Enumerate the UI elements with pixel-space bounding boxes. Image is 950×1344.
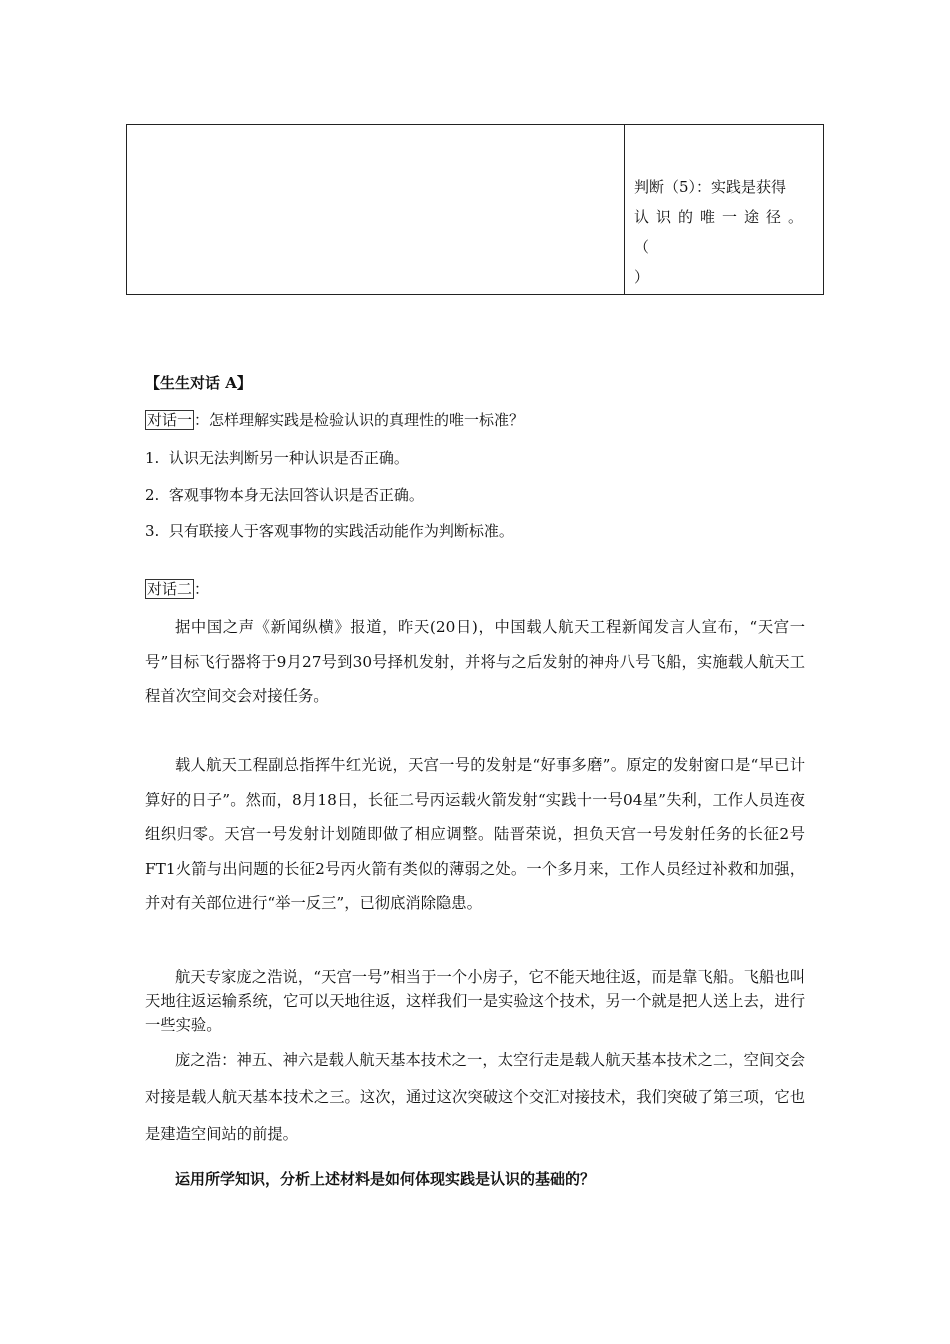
dialogue2-paragraph-4: 庞之浩：神五、神六是载人航天基本技术之一，太空行走是载人航天基本技术之二，空间交会对接是载人航天基本技术之三。这次，通过这次突破这个交汇对接技术，我们突破了第三项，它也是建造空间站的前提。 (145, 1051, 805, 1143)
dialogue1-question: ：怎样理解实践是检验认识的真理性的唯一标准？ (194, 411, 525, 429)
dialogue2-heading (145, 578, 209, 599)
table-divider (624, 125, 625, 294)
dialogue2-suffix: ： (194, 580, 210, 598)
dialogue2-label: 对话二 (147, 580, 193, 598)
dialogue1-label: 对话一 (147, 411, 193, 429)
dialogue1-point-2: 2. 客观事物本身无法回答认识是否正确。 (145, 486, 424, 504)
judgment-line-3: ） (634, 268, 650, 286)
dialogue1-point-1: 1. 认识无法判断另一种认识是否正确。 (145, 449, 409, 467)
section-title: 【生生对话 A】 (145, 374, 252, 392)
dialogue2-paragraph-1: 据中国之声《新闻纵横》报道，昨天(20日)，中国载人航天工程新闻发言人宣布，“天宫一号”目标飞行器将于9月27号到30号择机发射，并将与之后发射的神舟八号飞船，实施载人航天工程首次空间交会对接任务。 (145, 618, 805, 705)
judgment-line-2: 认识的唯一途径。（ (634, 208, 811, 256)
dialogue1-heading (145, 409, 524, 430)
dialogue1-point-3: 3. 只有联接人于客观事物的实践活动能作为判断标准。 (145, 522, 514, 540)
dialogue2-paragraph-3: 航天专家庞之浩说，“天宫一号”相当于一个小房子，它不能天地往返，而是靠飞船。飞船也叫天地往返运输系统，它可以天地往返，这样我们一是实验这个技术，另一个就是把人送上去，进行一些实验。 (145, 968, 805, 1034)
judgment-table (126, 124, 824, 295)
analysis-question: 运用所学知识，分析上述材料是如何体现实践是认识的基础的？ (175, 1170, 596, 1188)
table-right-cell (634, 172, 820, 292)
dialogue2-paragraph-2: 载人航天工程副总指挥牛红光说，天宫一号的发射是“好事多磨”。原定的发射窗口是“早已计算好的日子”。然而，8月18日，长征二号丙运载火箭发射“实践十一号04星”失利，工作人员连夜组织归零。天宫一号发射计划随即做了相应调整。陆晋荣说，担负天宫一号发射任务的长征2号FT1火箭与出问题的长征2号丙火箭有类似的薄弱之处。一个多月来，工作人员经过补救和加强，并对有关部位进行“举一反三”，已彻底消除隐患。 (145, 756, 805, 912)
judgment-line-1: 判断（5）：实践是获得 (634, 178, 787, 196)
